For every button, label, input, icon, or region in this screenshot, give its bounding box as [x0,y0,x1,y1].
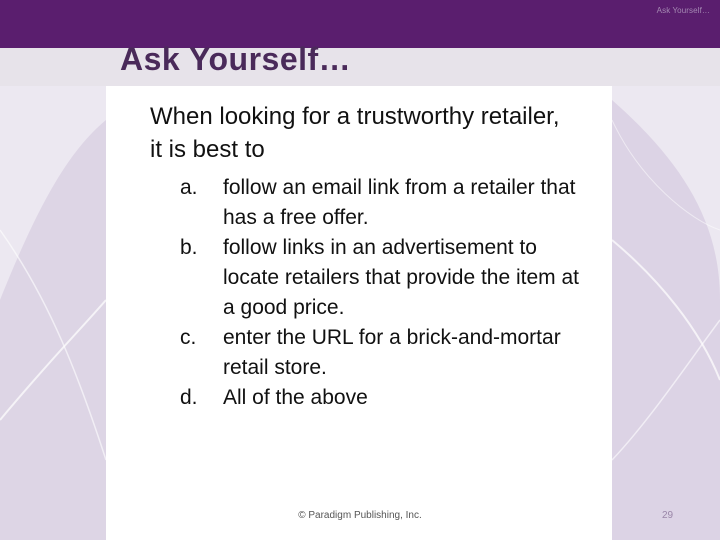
option-a-letter: a. [180,176,198,199]
copyright-footer: © Paradigm Publishing, Inc. [298,510,422,521]
slide-title: Ask Yourself… [120,41,352,77]
page-number: 29 [662,510,674,521]
option-b-text: follow links in an advertisement to locate retailers that provide the item at a good price. [223,236,580,319]
option-a-text: follow an email link from a retailer that has a free offer. [223,176,576,229]
option-b-letter: b. [180,236,198,259]
question-text: When looking for a trustworthy retailer, it is best to [150,103,560,163]
option-d [180,383,580,413]
option-c-text: enter the URL for a brick-and-mortar retail store. [223,326,561,379]
option-c-letter: c. [180,326,197,349]
answer-options [180,173,580,413]
option-a [180,173,580,233]
option-d-text: All of the above [223,386,368,409]
title-band [0,48,720,86]
option-d-letter: d. [180,386,198,409]
option-b [180,233,580,323]
header-label: Ask Yourself… [656,6,710,15]
top-bar [0,0,720,48]
option-c [180,323,580,383]
